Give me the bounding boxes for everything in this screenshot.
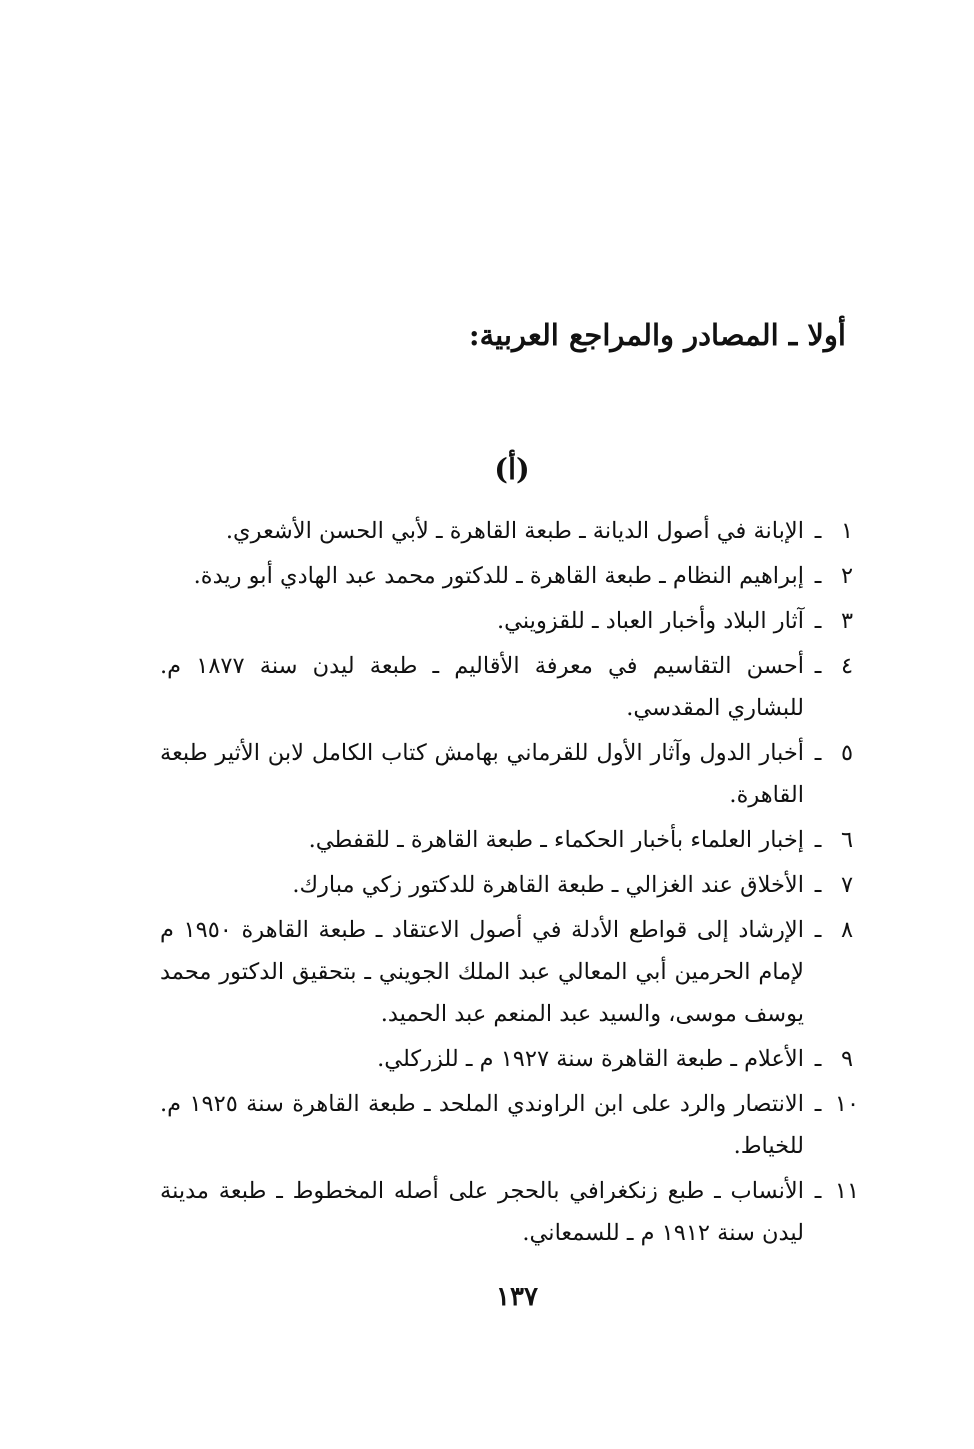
entry-text: الأخلاق عند الغزالي ـ طبعة القاهرة للدكتور زكي مبارك. <box>292 872 804 898</box>
bibliography-entry <box>160 1038 862 1080</box>
entry-text: الأنساب ـ طبع زنكغرافي بالحجر على أصله المخطوط ـ طبعة مدينة ليدن سنة ١٩١٢ م ـ للسمعاني. <box>160 1178 804 1246</box>
entry-text: الإرشاد إلى قواطع الأدلة في أصول الاعتقاد ـ طبعة القاهرة ١٩٥٠ م لإمام الحرمين أبي المعالي عبد الملك الجويني ـ بتحقيق الدكتور محمد يوسف موسى، والسيد عبد المنعم عبد الحميد. <box>160 917 804 1027</box>
entry-dash: ـ <box>814 518 822 544</box>
bibliography-entry <box>160 1170 862 1254</box>
entry-number: ٥ <box>840 740 854 766</box>
bibliography-entry <box>160 510 862 552</box>
entry-dash: ـ <box>814 1046 822 1072</box>
bibliography-list <box>160 510 862 1257</box>
entry-text: أخبار الدول وآثار الأول للقرماني بهامش كتاب الكامل لابن الأثير طبعة القاهرة. <box>160 740 804 808</box>
entry-dash: ـ <box>814 563 822 589</box>
entry-text: أحسن التقاسيم في معرفة الأقاليم ـ طبعة ليدن سنة ١٨٧٧ م. للبشاري المقدسي. <box>160 653 804 721</box>
entry-number: ٦ <box>840 827 854 853</box>
bibliography-entry <box>160 732 862 816</box>
entry-text: الأعلام ـ طبعة القاهرة سنة ١٩٢٧ م ـ للزركلي. <box>377 1046 804 1072</box>
entry-number: ١١ <box>834 1178 860 1204</box>
entry-number: ٣ <box>840 608 854 634</box>
entry-text: إخبار العلماء بأخبار الحكماء ـ طبعة القاهرة ـ للقفطي. <box>308 827 804 853</box>
section-title: أولا ـ المصادر والمراجع العربية: <box>468 318 846 352</box>
entry-text: الانتصار والرد على ابن الراوندي الملحد ـ طبعة القاهرة سنة ١٩٢٥ م. للخياط. <box>160 1091 804 1159</box>
entry-dash: ـ <box>814 1178 822 1204</box>
bibliography-entry <box>160 600 862 642</box>
bibliography-entry <box>160 864 862 906</box>
entry-number: ١٠ <box>834 1091 860 1117</box>
entry-number: ٩ <box>840 1046 854 1072</box>
bibliography-entry <box>160 819 862 861</box>
bibliography-entry <box>160 645 862 729</box>
entry-dash: ـ <box>814 740 822 766</box>
entry-text: آثار البلاد وأخبار العباد ـ للقزويني. <box>496 608 804 634</box>
entry-dash: ـ <box>814 872 822 898</box>
entry-number: ٢ <box>840 563 854 589</box>
entry-number: ٨ <box>840 917 854 943</box>
entry-number: ٧ <box>840 872 854 898</box>
entry-dash: ـ <box>814 653 822 679</box>
entry-dash: ـ <box>814 608 822 634</box>
bibliography-entry <box>160 555 862 597</box>
entry-number: ٤ <box>840 653 854 679</box>
entry-number: ١ <box>840 518 854 544</box>
entry-text: الإبانة في أصول الديانة ـ طبعة القاهرة ـ لأبي الحسن الأشعري. <box>225 518 804 544</box>
entry-dash: ـ <box>814 1091 822 1117</box>
bibliography-entry <box>160 1083 862 1167</box>
page-number: ١٣٧ <box>496 1282 538 1312</box>
entry-dash: ـ <box>814 917 822 943</box>
bibliography-entry <box>160 909 862 1035</box>
entry-dash: ـ <box>814 827 822 853</box>
group-letter-heading: (أ) <box>494 452 530 486</box>
entry-text: إبراهيم النظام ـ طبعة القاهرة ـ للدكتور محمد عبد الهادي أبو ريدة. <box>193 563 804 589</box>
